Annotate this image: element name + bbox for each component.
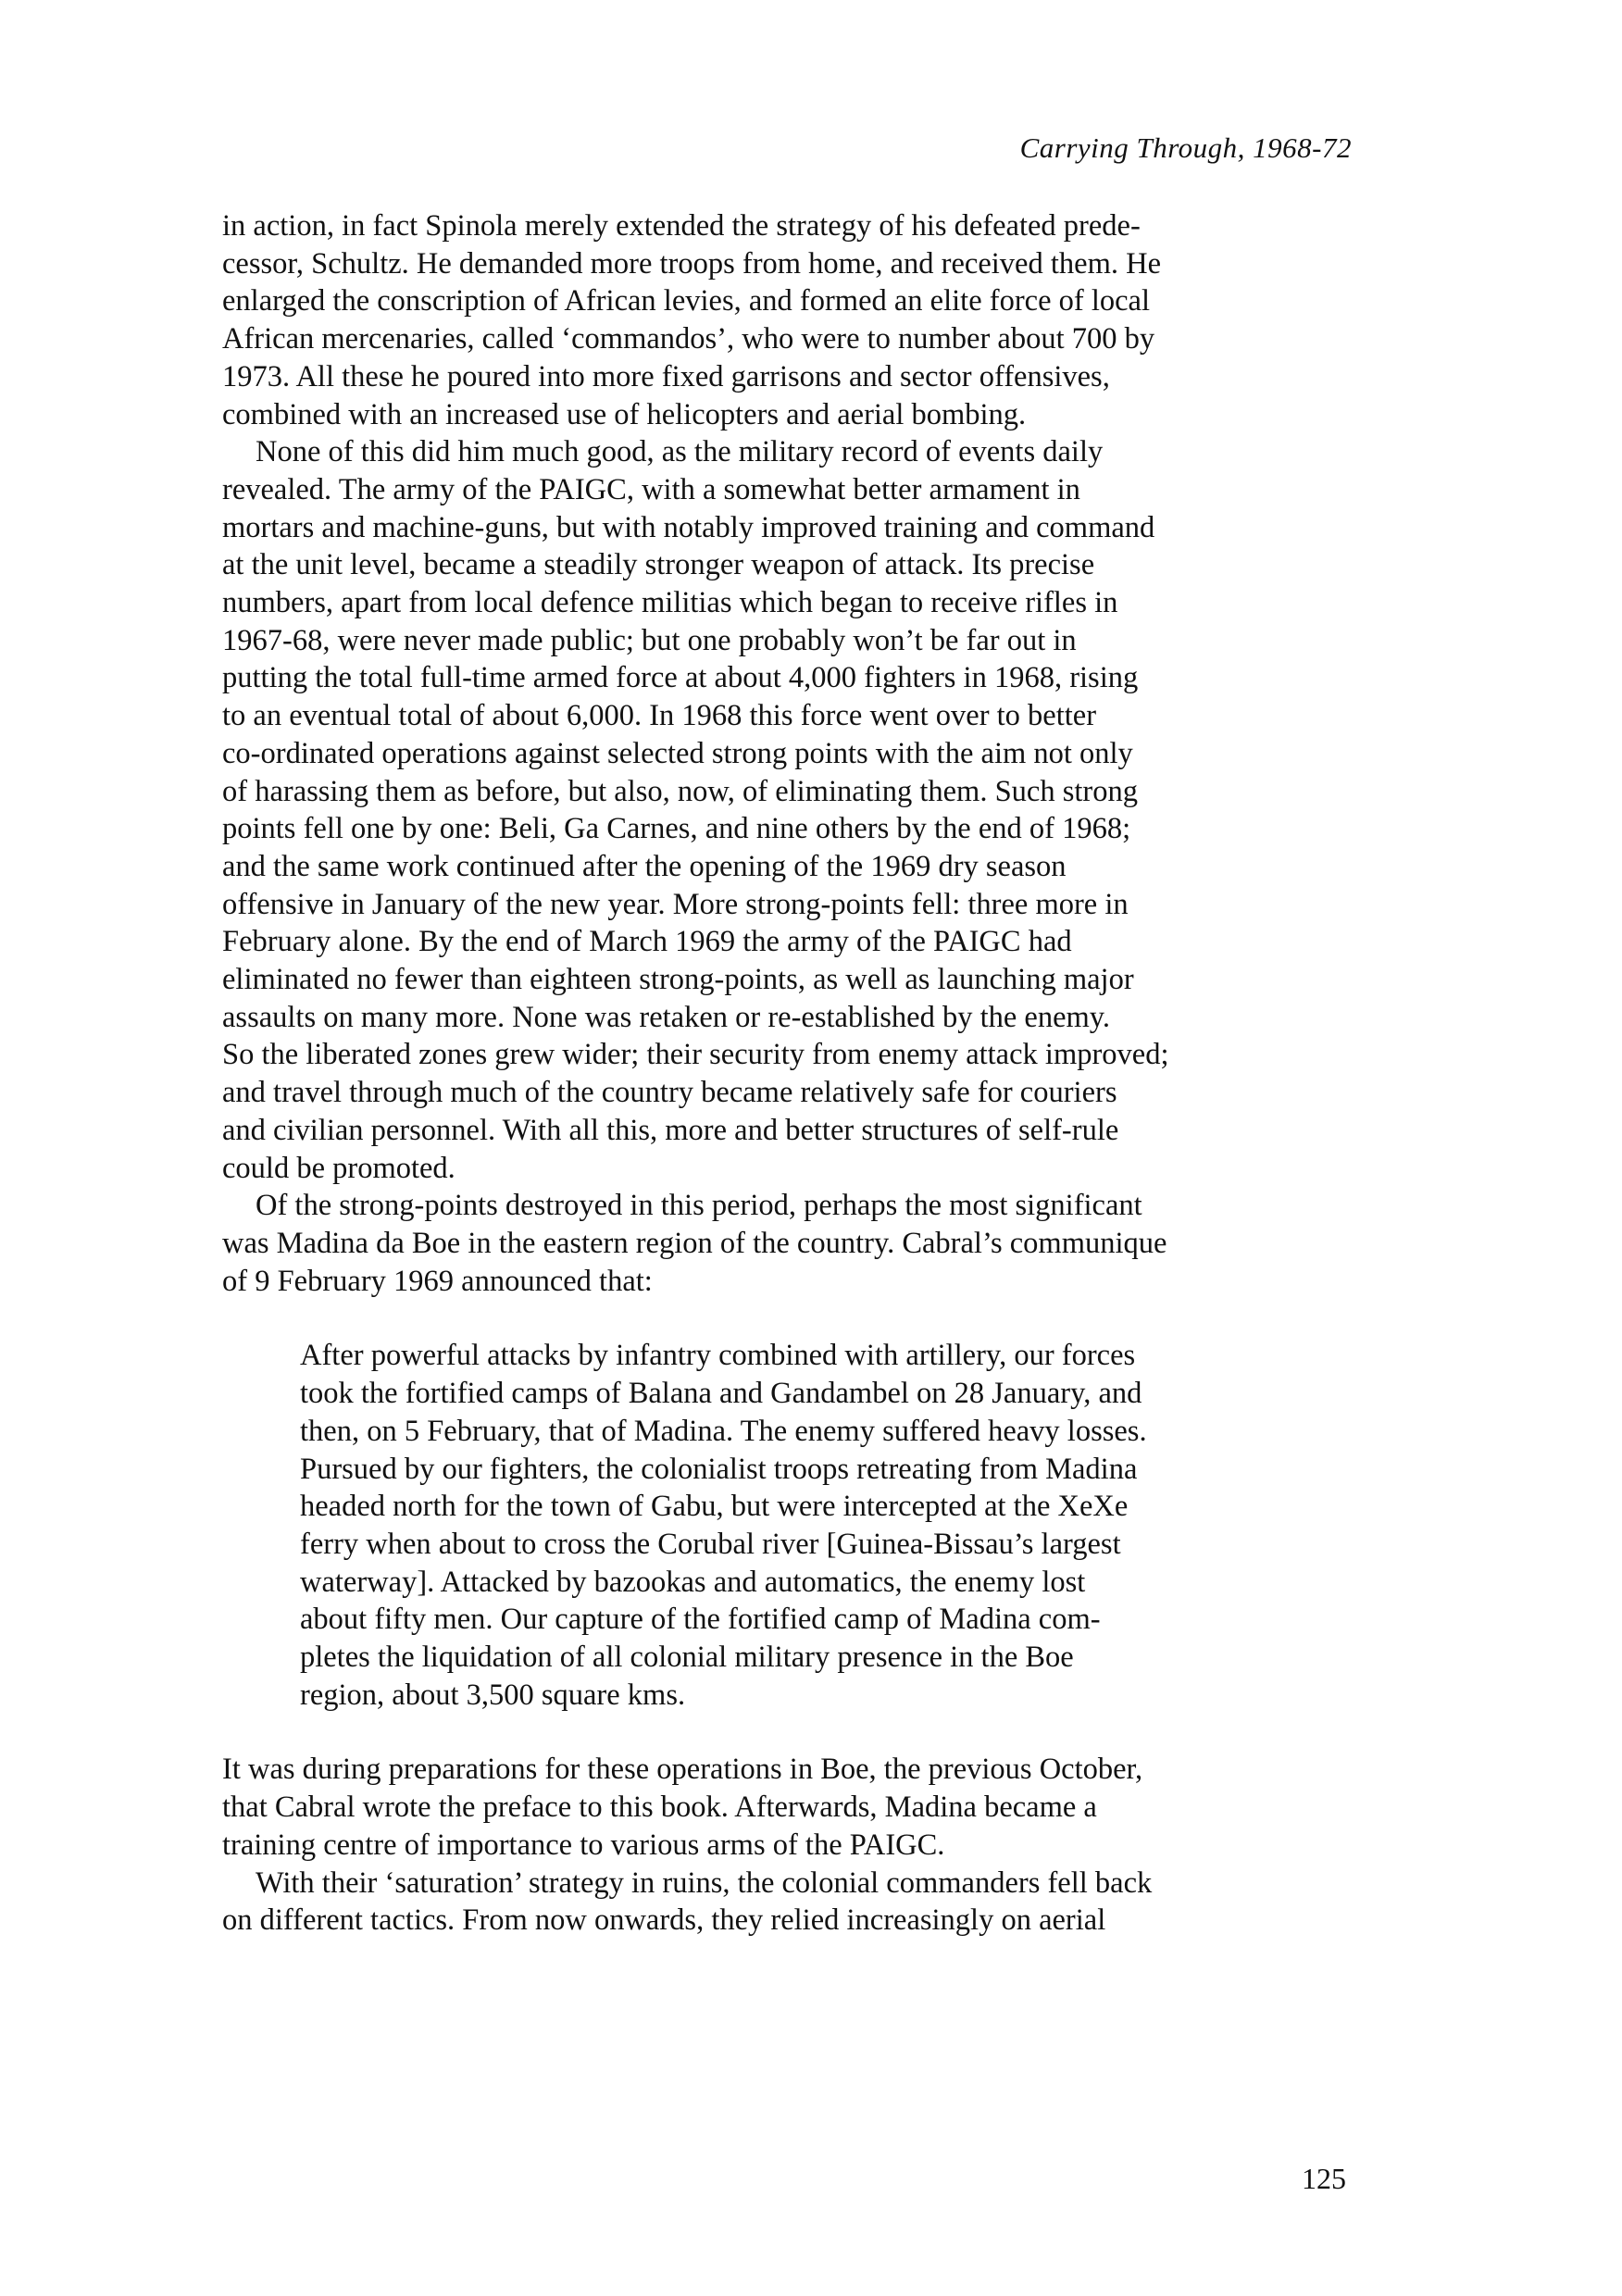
text-line: to an eventual total of about 6,000. In 1968 this force went over to better (222, 699, 1097, 733)
quote-line: Pursued by our fighters, the colonialist troops retreating from Madina (300, 1452, 1138, 1486)
text-line: enlarged the conscription of African levies, and formed an elite force of local (222, 284, 1150, 318)
quote-line: then, on 5 February, that of Madina. The enemy suffered heavy losses. (300, 1414, 1147, 1448)
text-line: training centre of importance to various arms of the PAIGC. (222, 1828, 945, 1862)
block-quote (300, 1337, 1352, 1714)
text-line: mortars and machine-guns, but with notably improved training and command (222, 510, 1155, 544)
text-line: on different tactics. From now onwards, they relied increasingly on aerial (222, 1903, 1106, 1938)
quote-line: waterway]. Attacked by bazookas and automatics, the enemy lost (300, 1565, 1086, 1599)
text-line: and civilian personnel. With all this, more and better structures of self-rule (222, 1113, 1119, 1147)
text-line: at the unit level, became a steadily stronger weapon of attack. Its precise (222, 548, 1095, 582)
text-line: points fell one by one: Beli, Ga Carnes, and nine others by the end of 1968; (222, 812, 1131, 846)
quote-line: region, about 3,500 square kms. (300, 1678, 686, 1712)
paragraph-3 (222, 1187, 1352, 1300)
text-line: and the same work continued after the opening of the 1969 dry season (222, 849, 1067, 883)
quote-line: After powerful attacks by infantry combined with artillery, our forces (300, 1339, 1136, 1373)
quote-line: headed north for the town of Gabu, but were intercepted at the XeXe (300, 1490, 1129, 1524)
text-line: combined with an increased use of helicopters and aerial bombing. (222, 397, 1027, 431)
text-line: revealed. The army of the PAIGC, with a somewhat better armament in (222, 472, 1080, 506)
text-line: putting the total full-time armed force at about 4,000 fighters in 1968, rising (222, 661, 1139, 695)
text-line: co-ordinated operations against selected strong points with the aim not only (222, 736, 1133, 770)
paragraph-1 (222, 207, 1352, 433)
quote-line: about fifty men. Our capture of the fortified camp of Madina com- (300, 1603, 1101, 1637)
text-line: of harassing them as before, but also, now, of eliminating them. Such strong (222, 774, 1138, 808)
paragraph-2 (222, 433, 1352, 1187)
text-line: eliminated no fewer than eighteen strong-points, as well as launching major (222, 963, 1134, 997)
page-number: 125 (1302, 2162, 1346, 2195)
text-line: could be promoted. (222, 1151, 455, 1185)
text-line: of 9 February 1969 announced that: (222, 1264, 653, 1298)
text-line: and travel through much of the country became relatively safe for couriers (222, 1076, 1117, 1110)
text-line: was Madina da Boe in the eastern region of the country. Cabral’s communique (222, 1226, 1167, 1260)
text-line: assaults on many more. None was retaken or re-established by the enemy. (222, 1000, 1111, 1034)
text-line: offensive in January of the new year. More strong-points fell: three more in (222, 887, 1129, 921)
text-line: numbers, apart from local defence militias which began to receive rifles in (222, 586, 1118, 620)
text-line: February alone. By the end of March 1969 the army of the PAIGC had (222, 925, 1072, 959)
text-line: So the liberated zones grew wider; their security from enemy attack improved; (222, 1038, 1169, 1072)
text-line: 1973. All these he poured into more fixed garrisons and sector offensives, (222, 359, 1110, 393)
paragraph-5 (222, 1865, 1352, 1940)
text-line: 1967-68, were never made public; but one probably won’t be far out in (222, 623, 1077, 657)
text-line: that Cabral wrote the preface to this book. Afterwards, Madina became a (222, 1791, 1097, 1825)
quote-line: took the fortified camps of Balana and Gandambel on 28 January, and (300, 1377, 1142, 1411)
text-line: Of the strong-points destroyed in this period, perhaps the most significant (256, 1189, 1142, 1223)
text-line: None of this did him much good, as the military record of events daily (256, 435, 1104, 469)
text-line: African mercenaries, called ‘commandos’, who were to number about 700 by (222, 322, 1155, 356)
paragraph-4 (222, 1751, 1352, 1864)
quote-line: pletes the liquidation of all colonial military presence in the Boe (300, 1641, 1074, 1675)
running-head: Carrying Through, 1968-72 (1019, 131, 1352, 164)
text-line: With their ‘saturation’ strategy in ruins, the colonial commanders fell back (256, 1866, 1153, 1900)
quote-line: ferry when about to cross the Corubal river [Guinea-Bissau’s largest (300, 1527, 1121, 1561)
text-line: in action, in fact Spinola merely extended the strategy of his defeated prede- (222, 209, 1141, 243)
text-line: cessor, Schultz. He demanded more troops from home, and received them. He (222, 246, 1161, 281)
text-line: It was during preparations for these operations in Boe, the previous October, (222, 1753, 1143, 1787)
body-text (222, 207, 1352, 1940)
